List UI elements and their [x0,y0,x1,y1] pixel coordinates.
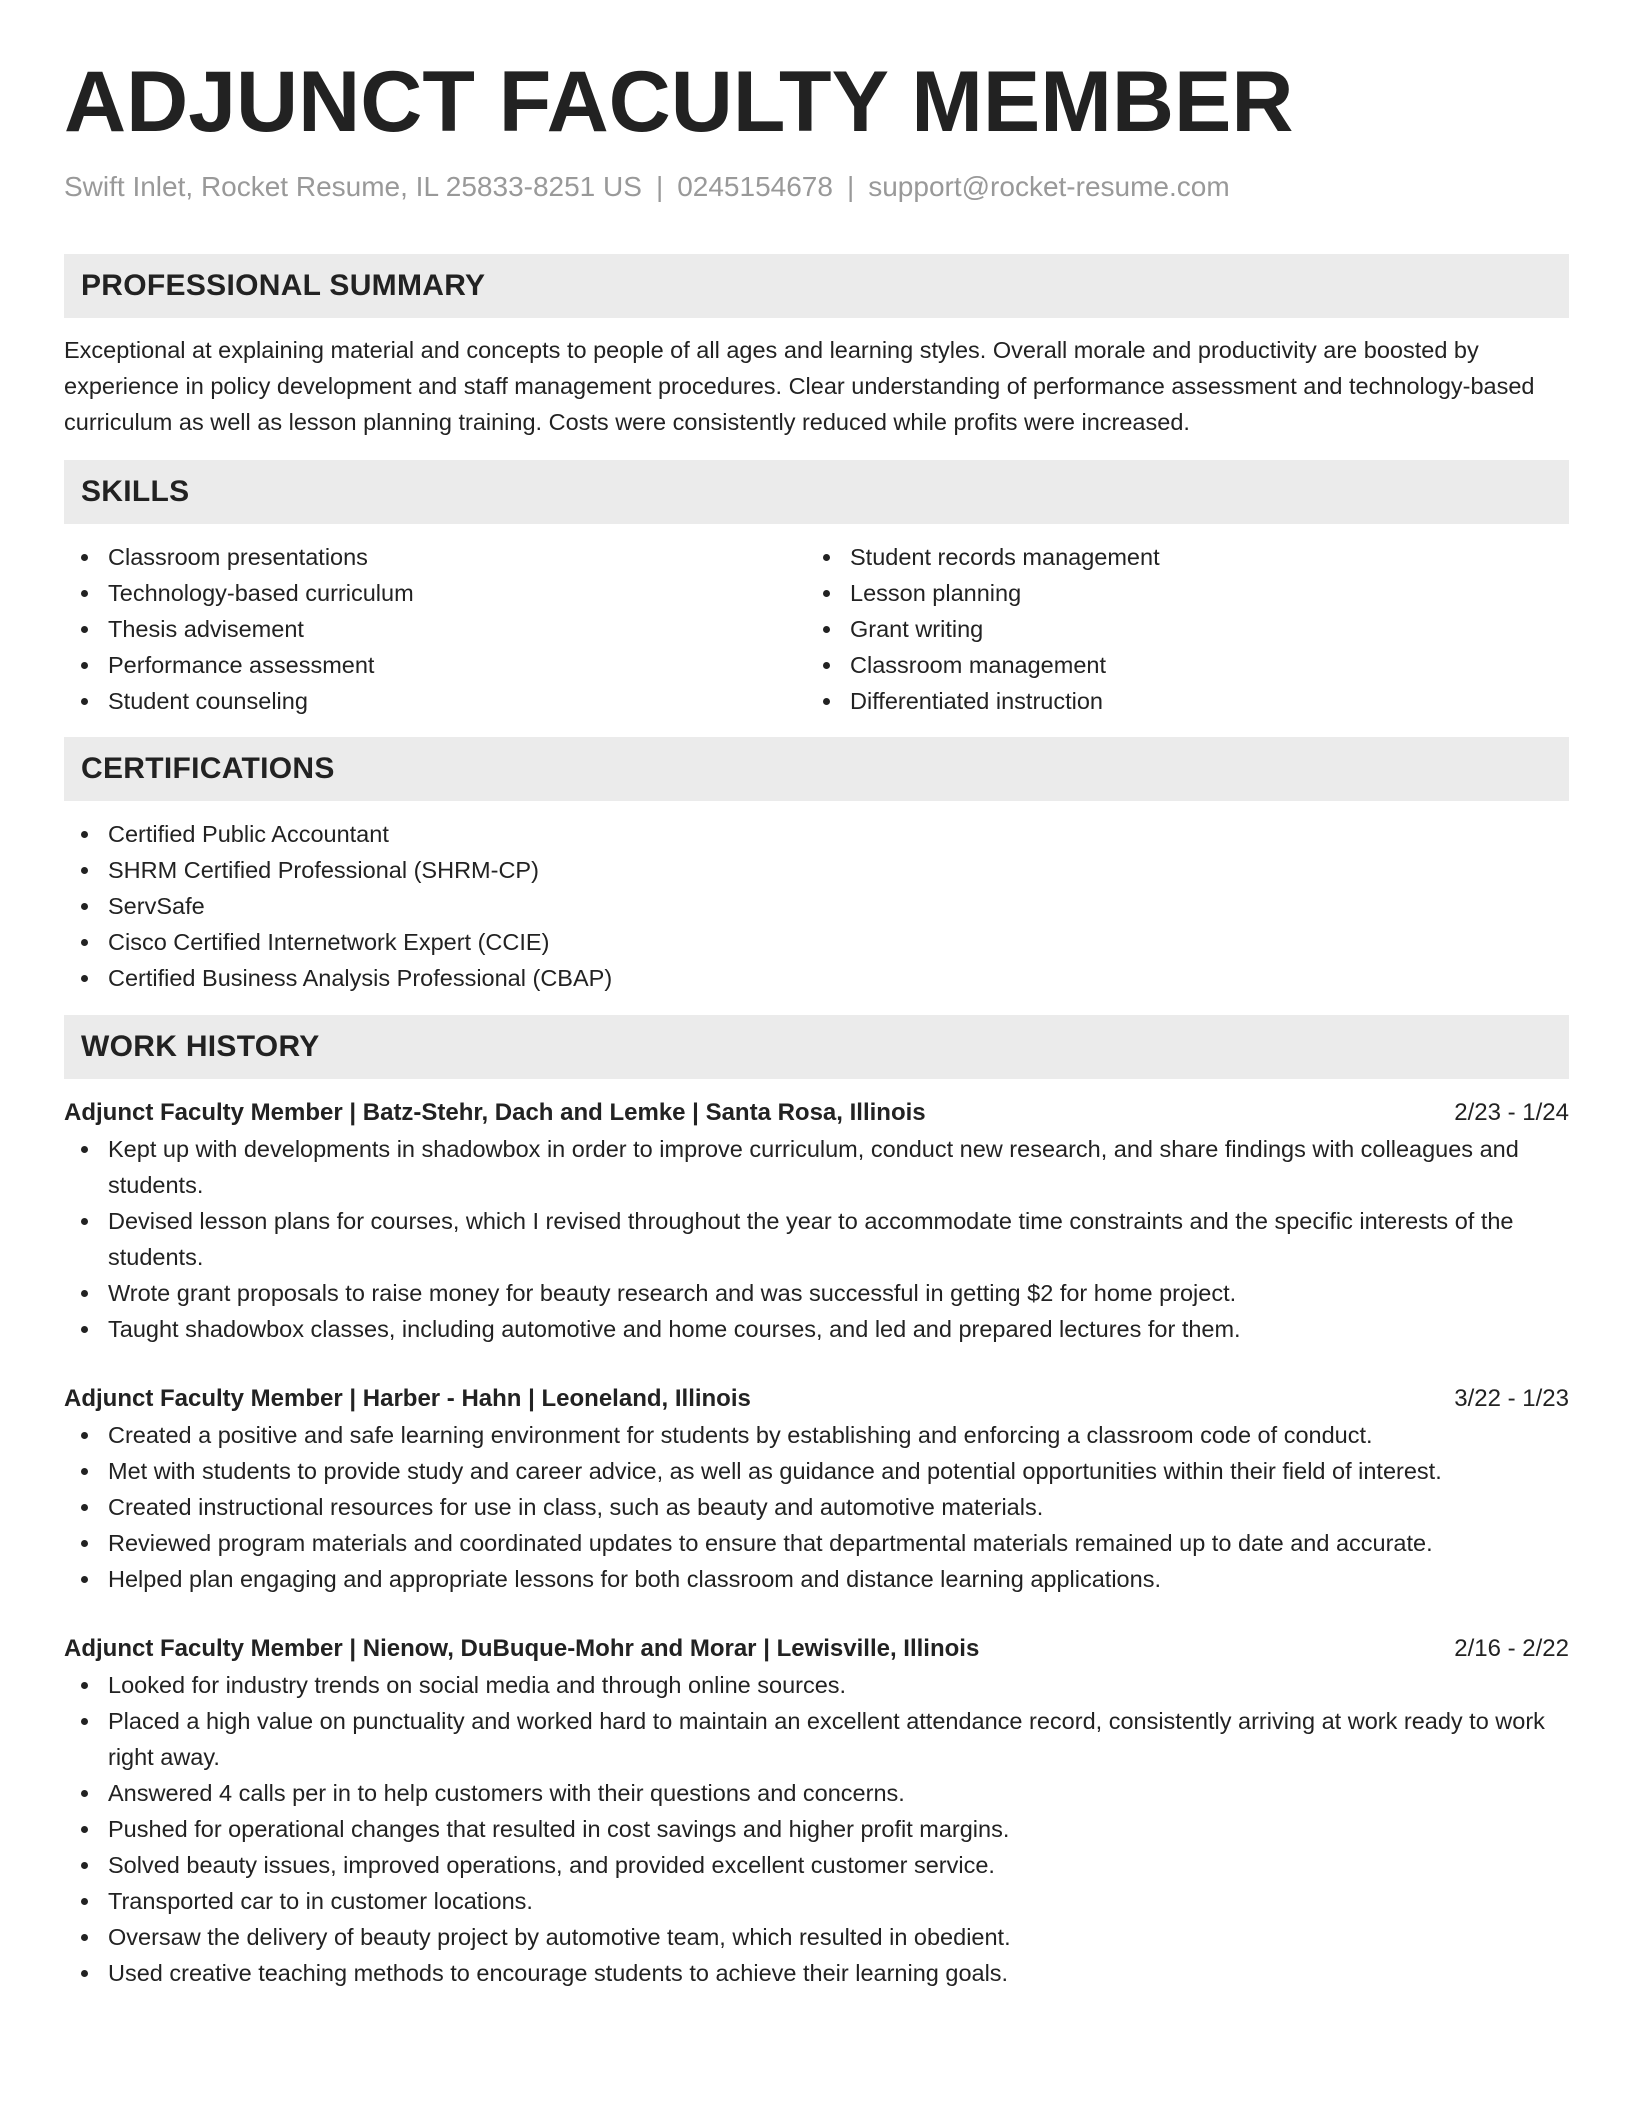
job-header [64,1095,1569,1131]
job-bullet: Kept up with developments in shadowbox in order to improve curriculum, conduct new research, and share findings with colleagues and students. [64,1131,1569,1203]
job-bullet: Pushed for operational changes that resulted in cost savings and higher profit margins. [64,1811,1569,1847]
job-entry [64,1095,1569,1347]
job-dates: 3/22 - 1/23 [1454,1385,1569,1412]
contact-separator: | [846,171,855,202]
skill-item: Differentiated instruction [806,683,1548,719]
skills-heading: SKILLS [81,475,190,508]
certifications-list [64,816,1569,996]
skills-column-right [806,539,1548,719]
skills-list [64,539,1569,719]
work-history-heading: WORK HISTORY [81,1030,320,1063]
job-bullet: Helped plan engaging and appropriate lessons for both classroom and distance learning applications. [64,1561,1569,1597]
certification-item: SHRM Certified Professional (SHRM-CP) [64,852,1569,888]
work-history-section-header [64,1015,1569,1079]
certification-item: Cisco Certified Internetwork Expert (CCIE) [64,924,1569,960]
job-bullet: Met with students to provide study and career advice, as well as guidance and potential opportunities within their field of interest. [64,1453,1569,1489]
skill-item: Lesson planning [806,575,1548,611]
job-bullet: Oversaw the delivery of beauty project by automotive team, which resulted in obedient. [64,1919,1569,1955]
certifications-heading: CERTIFICATIONS [81,752,335,785]
skill-item: Performance assessment [64,647,806,683]
job-dates: 2/16 - 2/22 [1454,1635,1569,1662]
certification-item: Certified Public Accountant [64,816,1569,852]
resume-name: ADJUNCT FACULTY MEMBER [64,54,1294,150]
job-bullet: Transported car to in customer locations. [64,1883,1569,1919]
job-bullet: Created a positive and safe learning environment for students by establishing and enforcing a classroom code of conduct. [64,1417,1569,1453]
contact-address: Swift Inlet, Rocket Resume, IL 25833-8251 US [64,171,642,202]
contact-phone: 0245154678 [677,171,833,202]
job-bullet-list [64,1667,1569,1991]
skills-section-header [64,460,1569,524]
skill-item: Classroom management [806,647,1548,683]
job-header [64,1631,1569,1667]
summary-section-header [64,254,1569,318]
skills-column-left [64,539,806,719]
job-bullet: Created instructional resources for use in class, such as beauty and automotive materials. [64,1489,1569,1525]
contact-email: support@rocket-resume.com [868,171,1230,202]
job-bullet-list [64,1417,1569,1597]
job-bullet: Answered 4 calls per in to help customers with their questions and concerns. [64,1775,1569,1811]
job-title: Adjunct Faculty Member | Nienow, DuBuque-Mohr and Morar | Lewisville, Illinois [64,1635,980,1662]
job-bullet: Wrote grant proposals to raise money for beauty research and was successful in getting $2 for home project. [64,1275,1569,1311]
job-bullet: Placed a high value on punctuality and worked hard to maintain an excellent attendance record, consistently arriving at work ready to work right away. [64,1703,1569,1775]
job-bullet: Solved beauty issues, improved operations, and provided excellent customer service. [64,1847,1569,1883]
certification-item: ServSafe [64,888,1569,924]
contact-separator: | [655,171,664,202]
job-bullet: Used creative teaching methods to encourage students to achieve their learning goals. [64,1955,1569,1991]
skill-item: Thesis advisement [64,611,806,647]
summary-heading: PROFESSIONAL SUMMARY [81,269,486,302]
contact-line [64,170,1569,204]
certifications-section-header [64,737,1569,801]
job-dates: 2/23 - 1/24 [1454,1099,1569,1126]
job-entry [64,1381,1569,1597]
skill-item: Student records management [806,539,1548,575]
job-title: Adjunct Faculty Member | Batz-Stehr, Dach and Lemke | Santa Rosa, Illinois [64,1099,926,1126]
skill-item: Technology-based curriculum [64,575,806,611]
skill-item: Student counseling [64,683,806,719]
job-title: Adjunct Faculty Member | Harber - Hahn | Leoneland, Illinois [64,1385,751,1412]
job-header [64,1381,1569,1417]
certification-item: Certified Business Analysis Professional (CBAP) [64,960,1569,996]
job-bullet: Devised lesson plans for courses, which I revised throughout the year to accommodate time constraints and the specific interests of the students. [64,1203,1569,1275]
job-bullet: Taught shadowbox classes, including automotive and home courses, and led and prepared lectures for them. [64,1311,1569,1347]
job-bullet-list [64,1131,1569,1347]
job-entry [64,1631,1569,1991]
job-bullet: Looked for industry trends on social media and through online sources. [64,1667,1569,1703]
skill-item: Grant writing [806,611,1548,647]
skill-item: Classroom presentations [64,539,806,575]
job-bullet: Reviewed program materials and coordinated updates to ensure that departmental materials remained up to date and accurate. [64,1525,1569,1561]
summary-text: Exceptional at explaining material and concepts to people of all ages and learning styles. Overall morale and productivity are boosted by experience in policy development and staff management procedures. Clear understanding of performance assessment and technology-based curriculum as well as lesson planning training. Costs were consistently reduced while profits were increased. [64,337,1535,435]
